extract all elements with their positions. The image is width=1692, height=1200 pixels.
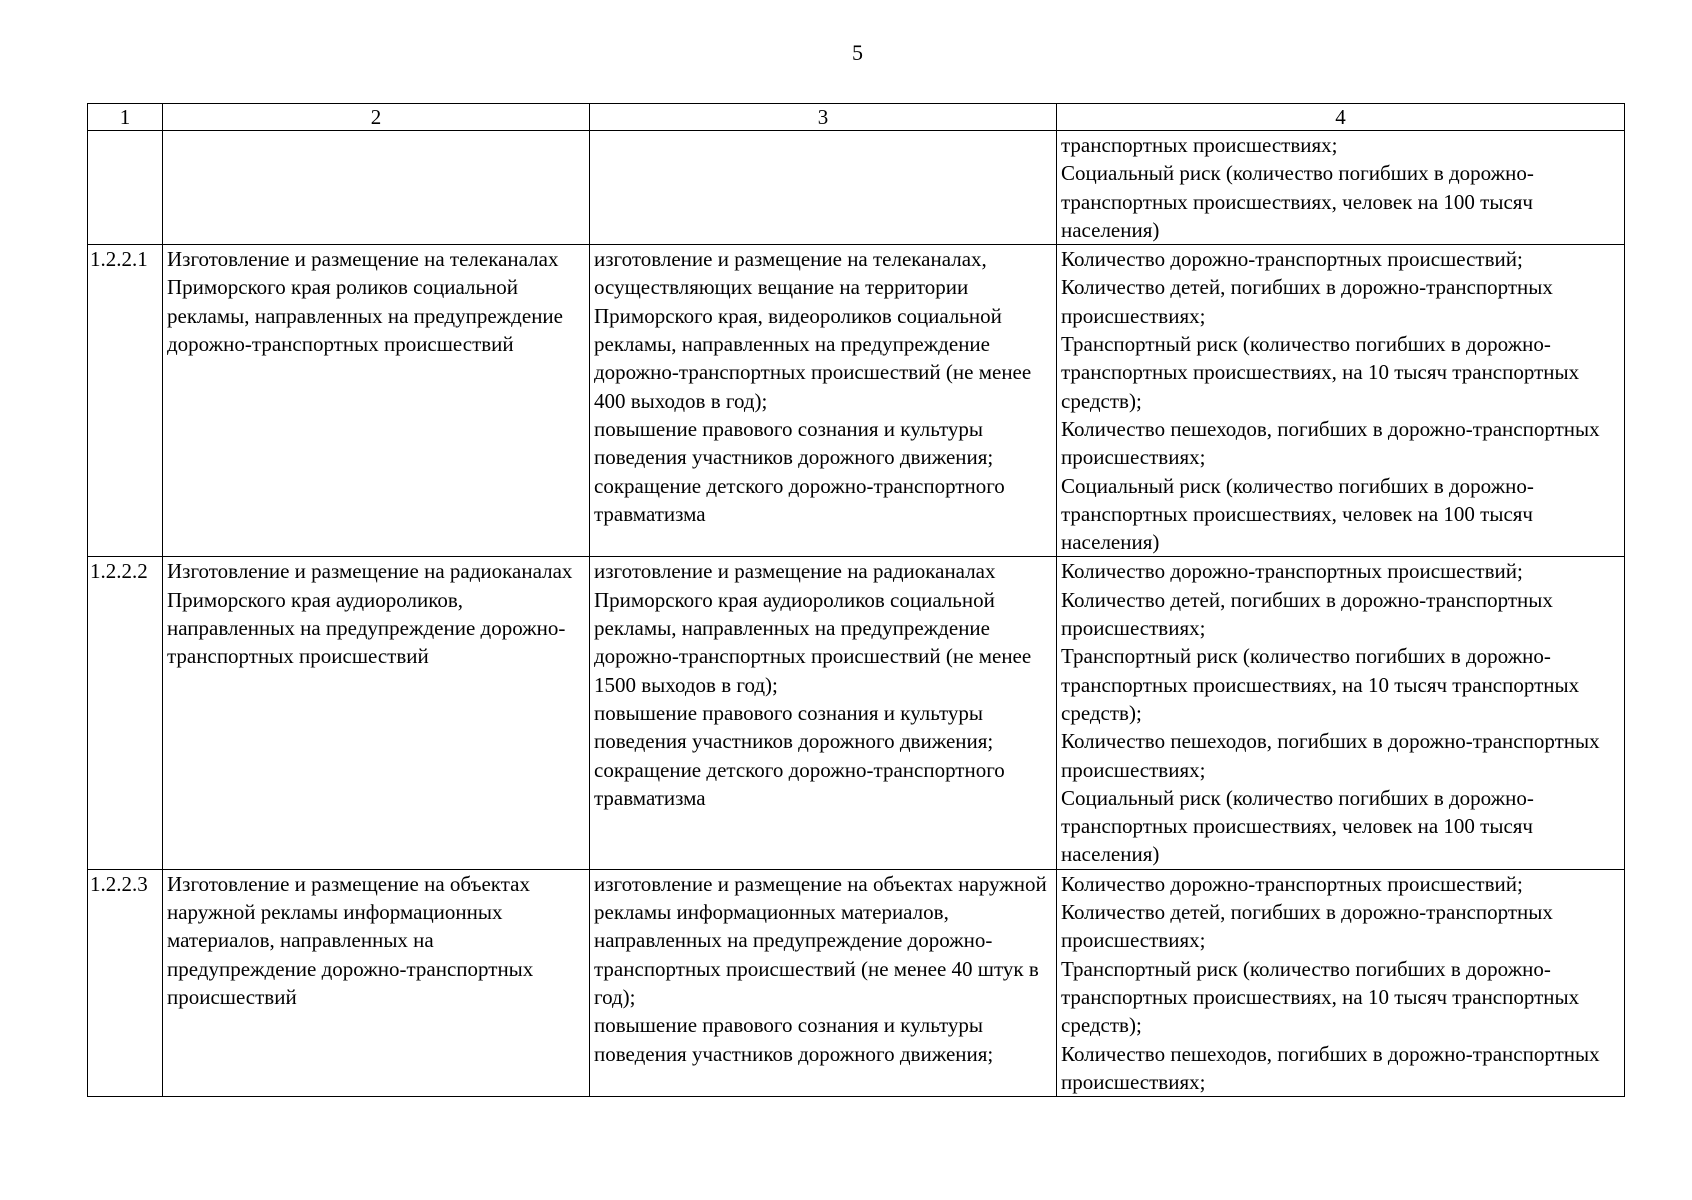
measure-name: Изготовление и размещение на радиоканалах Приморского края аудиороликов, направленных на предупреждение дорожно-транспортных происшествий [163,557,590,869]
measure-result: изготовление и размещение на объектах наружной рекламы информационных материалов, направленных на предупреждение дорожно-транспортных происшествий (не менее 40 штук в год); повышение правового сознания и культуры поведения участников дорожного движения; [590,869,1057,1096]
column-number-2: 2 [163,104,590,131]
measure-indicators: Количество дорожно-транспортных происшествий; Количество детей, погибших в дорожно-транспортных происшествиях; Транспортный риск (количество погибших в дорожно-транспортных происшествиях, на 10 тысяч транспортных средств); Количество пешеходов, погибших в дорожно-транспортных происшествиях; Социальный риск (количество погибших в дорожно-транспортных происшествиях, человек на 100 тысяч населения) [1057,245,1625,557]
measure-indicators: Количество дорожно-транспортных происшествий; Количество детей, погибших в дорожно-транспортных происшествиях; Транспортный риск (количество погибших в дорожно-транспортных происшествиях, на 10 тысяч транспортных средств); Количество пешеходов, погибших в дорожно-транспортных происшествиях; [1057,869,1625,1096]
measure-number: 1.2.2.2 [88,557,163,869]
measure-name [163,131,590,245]
table-row [88,869,1625,1096]
table-row [88,131,1625,245]
measure-result: изготовление и размещение на телеканалах, осуществляющих вещание на территории Приморского края, видеороликов социальной рекламы, направленных на предупреждение дорожно-транспортных происшествий (не менее 400 выходов в год); повышение правового сознания и культуры поведения участников дорожного движения; сокращение детского дорожно-транспортного травматизма [590,245,1057,557]
measure-name: Изготовление и размещение на телеканалах Приморского края роликов социальной рекламы, направленных на предупреждение дорожно-транспортных происшествий [163,245,590,557]
table-row [88,245,1625,557]
column-number-4: 4 [1057,104,1625,131]
measure-indicators: Количество дорожно-транспортных происшествий; Количество детей, погибших в дорожно-транспортных происшествиях; Транспортный риск (количество погибших в дорожно-транспортных происшествиях, на 10 тысяч транспортных средств); Количество пешеходов, погибших в дорожно-транспортных происшествиях; Социальный риск (количество погибших в дорожно-транспортных происшествиях, человек на 100 тысяч населения) [1057,557,1625,869]
column-number-3: 3 [590,104,1057,131]
measure-number [88,131,163,245]
column-number-1: 1 [88,104,163,131]
column-number-row [88,104,1625,131]
measure-result: изготовление и размещение на радиоканалах Приморского края аудиороликов социальной рекламы, направленных на предупреждение дорожно-транспортных происшествий (не менее 1500 выходов в год); повышение правового сознания и культуры поведения участников дорожного движения; сокращение детского дорожно-транспортного травматизма [590,557,1057,869]
measure-result [590,131,1057,245]
measure-number: 1.2.2.1 [88,245,163,557]
measures-table [87,103,1625,1097]
measure-name: Изготовление и размещение на объектах наружной рекламы информационных материалов, направленных на предупреждение дорожно-транспортных происшествий [163,869,590,1096]
measure-number: 1.2.2.3 [88,869,163,1096]
measure-indicators: транспортных происшествиях; Социальный риск (количество погибших в дорожно-транспортных происшествиях, человек на 100 тысяч населения) [1057,131,1625,245]
table-row [88,557,1625,869]
page-number: 5 [852,40,863,65]
